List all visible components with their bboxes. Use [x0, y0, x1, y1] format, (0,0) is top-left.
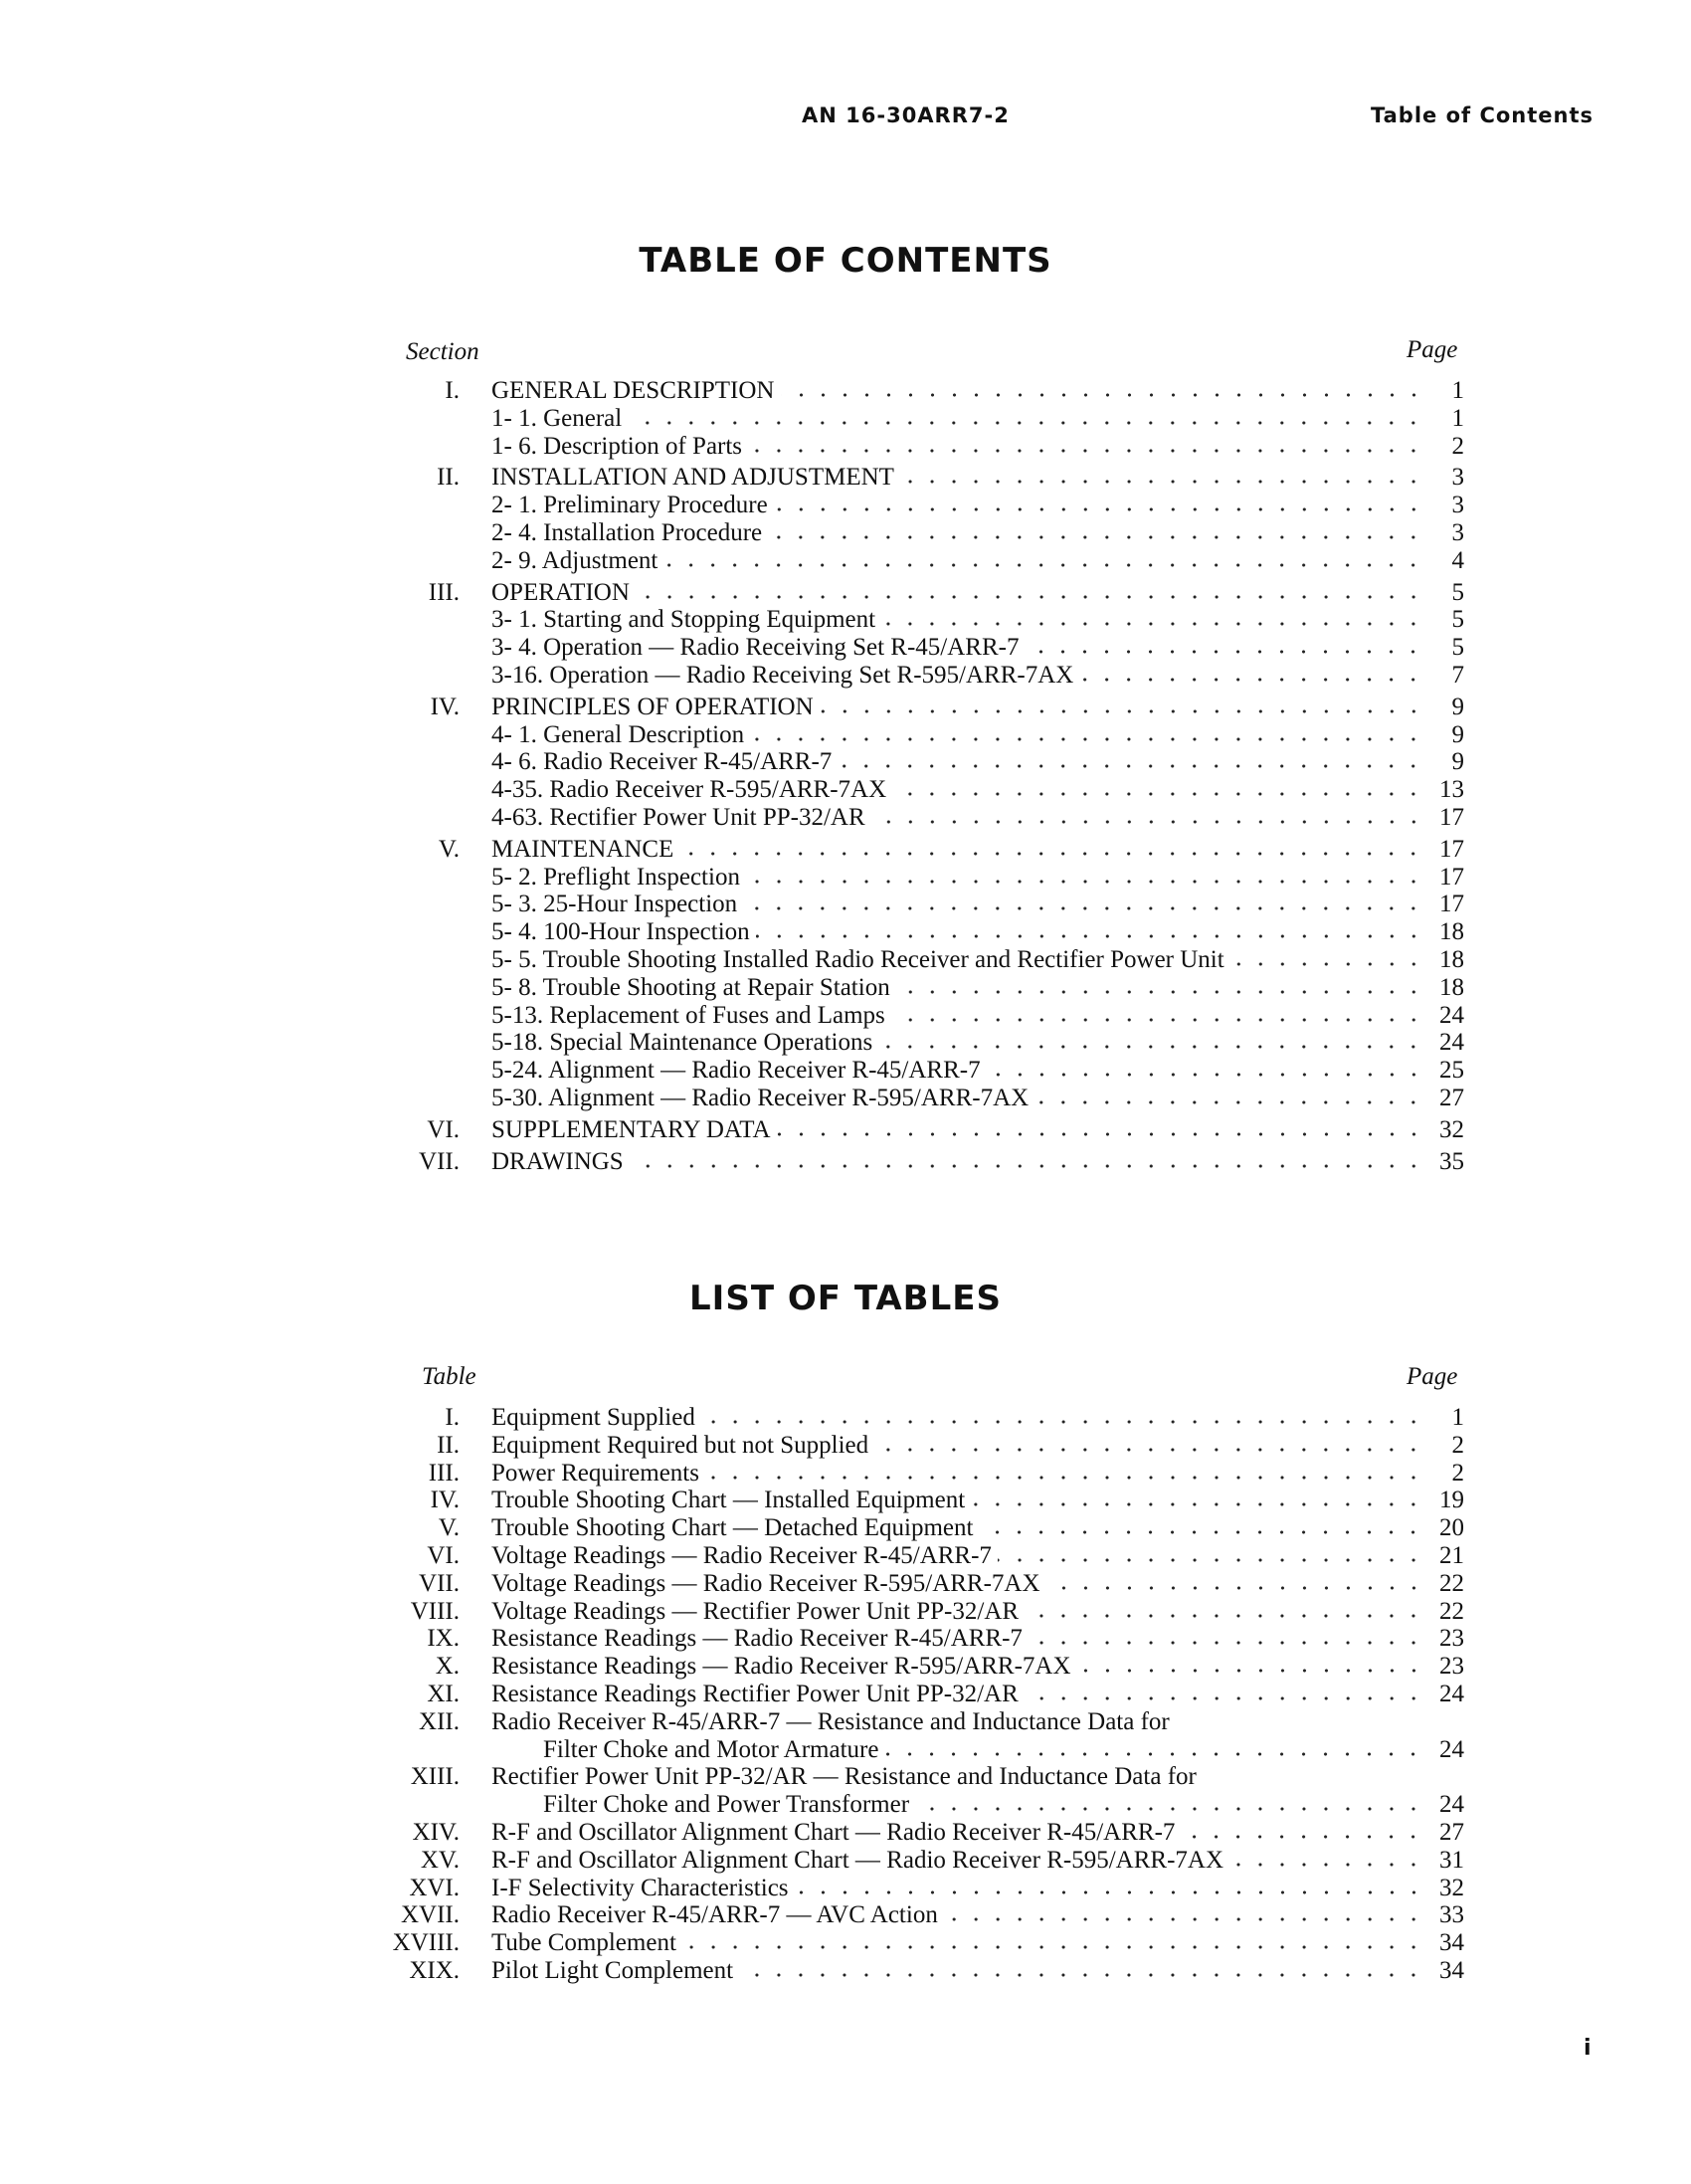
list-item	[378, 464, 1464, 492]
entry-page: 4	[1451, 546, 1464, 574]
entry-title: R-F and Oscillator Alignment Chart — Radio Receiver R-45/ARR-7	[491, 1818, 1176, 1846]
dot-leader	[1077, 1668, 1424, 1674]
dot-leader	[636, 594, 1424, 600]
entry-title: Power Requirements	[491, 1459, 699, 1487]
entry-number: XIII.	[410, 1763, 460, 1791]
entry-number: XVI.	[409, 1874, 460, 1901]
dot-leader	[1025, 649, 1424, 655]
list-item	[378, 748, 1464, 776]
entry-title: 2- 4. Installation Procedure	[491, 518, 763, 546]
dot-leader	[1025, 1695, 1424, 1701]
entry-number: VIII.	[410, 1597, 460, 1625]
entry-number: II.	[437, 1431, 460, 1459]
list-item	[378, 974, 1464, 1002]
dot-leader	[663, 562, 1424, 568]
tables-page-heading: Page	[1407, 1363, 1458, 1390]
list-item	[378, 405, 1464, 433]
entry-title: SUPPLEMENTARY DATA	[491, 1115, 771, 1143]
list-item	[378, 1653, 1464, 1681]
dot-leader	[1181, 1834, 1424, 1840]
entry-page: 23	[1439, 1653, 1464, 1681]
list-item	[378, 1029, 1464, 1057]
entry-title: 5- 4. 100-Hour Inspection	[491, 918, 750, 946]
dot-leader	[748, 448, 1424, 454]
entry-page: 34	[1439, 1929, 1464, 1957]
entry-title: 2- 9. Adjustment	[491, 546, 658, 574]
list-item	[378, 606, 1464, 634]
entry-page: 3	[1451, 518, 1464, 546]
entry-title: 4-63. Rectifier Power Unit PP-32/AR	[491, 803, 865, 831]
entry-page: 31	[1439, 1846, 1464, 1874]
dot-leader	[1230, 961, 1424, 967]
entry-page: 1	[1451, 1404, 1464, 1431]
entry-page: 7	[1451, 661, 1464, 689]
entry-number: IV.	[430, 693, 460, 720]
entry-title-continuation: Filter Choke and Power Transformer	[543, 1791, 910, 1819]
entry-title: 4- 6. Radio Receiver R-45/ARR-7	[491, 748, 833, 776]
list-item	[378, 891, 1464, 918]
entry-title: Voltage Readings — Radio Receiver R-595/ARR-7AX	[491, 1569, 1040, 1597]
entry-page: 35	[1439, 1147, 1464, 1175]
dot-leader	[1025, 1613, 1424, 1619]
list-item	[378, 1625, 1464, 1653]
entry-page: 2	[1451, 1431, 1464, 1459]
entry-page: 27	[1439, 1818, 1464, 1846]
tables-table-heading: Table	[422, 1363, 476, 1390]
entry-title: I-F Selectivity Characteristics	[491, 1874, 789, 1901]
dot-leader	[1029, 1640, 1424, 1646]
entry-page: 24	[1439, 1791, 1464, 1819]
entry-page: 19	[1439, 1487, 1464, 1514]
dot-leader	[743, 905, 1424, 911]
dot-leader	[1079, 677, 1424, 683]
entry-title: 5- 8. Trouble Shooting at Repair Station	[491, 973, 890, 1001]
dot-leader	[777, 1131, 1424, 1137]
entry-number: VII.	[419, 1569, 460, 1597]
list-item	[378, 1957, 1464, 1985]
entry-number: IX.	[427, 1625, 460, 1653]
list-item	[378, 662, 1464, 690]
entry-title: Voltage Readings — Rectifier Power Unit PP-32/AR	[491, 1597, 1020, 1625]
list-item	[378, 1763, 1464, 1791]
entry-title: Resistance Readings — Radio Receiver R-45/ARR-7	[491, 1625, 1023, 1653]
entry-title-continuation: Filter Choke and Motor Armature	[543, 1735, 879, 1763]
dot-leader	[944, 1916, 1424, 1922]
entry-page: 24	[1439, 1001, 1464, 1029]
dot-leader	[628, 420, 1424, 426]
dot-leader	[679, 851, 1424, 857]
list-item	[378, 547, 1464, 575]
dot-leader	[705, 1475, 1424, 1481]
entry-page: 32	[1439, 1115, 1464, 1143]
entry-title: Radio Receiver R-45/ARR-7 — AVC Action	[491, 1901, 938, 1929]
list-item	[378, 694, 1464, 721]
entry-title: 4-35. Radio Receiver R-595/ARR-7AX	[491, 776, 887, 804]
entry-title: GENERAL DESCRIPTION	[491, 377, 775, 404]
dot-leader	[892, 791, 1424, 797]
list-item	[378, 721, 1464, 749]
entry-number: III.	[428, 1459, 460, 1487]
dot-leader	[874, 1447, 1424, 1453]
entry-title: 4- 1. General Description	[491, 720, 745, 748]
tables-list	[378, 1404, 1464, 1985]
entry-number: IV.	[430, 1487, 460, 1514]
entry-page: 24	[1439, 1029, 1464, 1057]
entry-number: XII.	[419, 1707, 460, 1735]
entry-page: 17	[1439, 835, 1464, 863]
entry-title: Trouble Shooting Chart — Installed Equipment	[491, 1487, 966, 1514]
tables-title: LIST OF TABLES	[689, 1279, 1002, 1318]
list-item	[378, 1116, 1464, 1144]
entry-title: Voltage Readings — Radio Receiver R-45/ARR-7	[491, 1541, 992, 1569]
dot-leader	[768, 534, 1424, 540]
dot-leader	[884, 1751, 1424, 1757]
entry-title: 5-30. Alignment — Radio Receiver R-595/ARR-7AX	[491, 1084, 1030, 1111]
list-item	[378, 1487, 1464, 1514]
dot-leader	[1046, 1585, 1424, 1591]
entry-title: 1- 1. General	[491, 404, 623, 432]
entry-title: Resistance Readings — Radio Receiver R-595/ARR-7AX	[491, 1653, 1071, 1681]
list-item	[378, 946, 1464, 974]
entry-page: 9	[1451, 693, 1464, 720]
entry-page: 2	[1451, 432, 1464, 460]
entry-page: 17	[1439, 891, 1464, 918]
entry-page: 1	[1451, 377, 1464, 404]
entry-title: Tube Complement	[491, 1929, 676, 1957]
list-item	[378, 1085, 1464, 1112]
list-item	[378, 433, 1464, 461]
entry-page: 9	[1451, 748, 1464, 776]
entry-title: MAINTENANCE	[491, 835, 674, 863]
list-item	[378, 1929, 1464, 1957]
entry-title: Equipment Required but not Supplied	[491, 1431, 869, 1459]
entry-title: OPERATION	[491, 578, 630, 606]
page-number: i	[1584, 2036, 1592, 2061]
entry-title: 3- 4. Operation — Radio Receiving Set R-45/ARR-7	[491, 634, 1020, 662]
dot-leader	[878, 1044, 1424, 1050]
entry-title: Trouble Shooting Chart — Detached Equipment	[491, 1514, 974, 1542]
list-item	[378, 1708, 1464, 1736]
entry-title: PRINCIPLES OF OPERATION	[491, 693, 814, 720]
dot-leader	[971, 1501, 1424, 1507]
entry-title: Rectifier Power Unit PP-32/AR — Resistance and Inductance Data for	[491, 1763, 1197, 1791]
document-number: AN 16-30ARR7-2	[802, 103, 1010, 127]
entry-title: 5- 3. 25-Hour Inspection	[491, 891, 738, 918]
list-item	[378, 1404, 1464, 1432]
entry-title: 1- 6. Description of Parts	[491, 432, 743, 460]
entry-number: V.	[438, 1514, 460, 1542]
entry-title: Equipment Supplied	[491, 1404, 695, 1431]
list-item	[378, 1542, 1464, 1570]
entry-number: VII.	[419, 1147, 460, 1175]
list-item	[378, 1432, 1464, 1460]
dot-leader	[1229, 1862, 1424, 1868]
entry-title: 2- 1. Preliminary Procedure	[491, 492, 768, 519]
entry-page: 32	[1439, 1874, 1464, 1901]
list-item	[378, 1681, 1464, 1708]
entry-page: 3	[1451, 492, 1464, 519]
list-item	[378, 1847, 1464, 1875]
entry-page: 25	[1439, 1057, 1464, 1085]
list-item	[378, 918, 1464, 946]
list-item	[378, 1819, 1464, 1847]
toc-page-heading: Page	[1407, 336, 1458, 363]
dot-leader	[979, 1529, 1424, 1535]
entry-page: 21	[1439, 1541, 1464, 1569]
dot-leader	[682, 1944, 1424, 1950]
dot-leader	[987, 1072, 1424, 1078]
list-item	[378, 1875, 1464, 1902]
entry-page: 17	[1439, 803, 1464, 831]
list-item	[378, 836, 1464, 864]
dot-leader	[739, 1972, 1424, 1978]
list-item-continuation	[378, 1791, 1464, 1819]
entry-number: VI.	[427, 1115, 460, 1143]
dot-leader	[701, 1419, 1424, 1425]
list-item	[378, 519, 1464, 547]
entry-title: 3- 1. Starting and Stopping Equipment	[491, 606, 876, 634]
dot-leader	[774, 506, 1424, 512]
entry-page: 3	[1451, 464, 1464, 492]
dot-leader	[756, 933, 1424, 939]
entry-page: 24	[1439, 1680, 1464, 1707]
list-item	[378, 1598, 1464, 1626]
list-item	[378, 634, 1464, 662]
entry-title: 5-13. Replacement of Fuses and Lamps	[491, 1001, 885, 1029]
list-item	[378, 1057, 1464, 1085]
toc-section-heading: Section	[406, 338, 479, 365]
entry-number: X.	[435, 1653, 460, 1681]
dot-leader	[896, 989, 1424, 995]
entry-title: 5- 5. Trouble Shooting Installed Radio Receiver and Rectifier Power Unit	[491, 945, 1224, 973]
entry-page: 1	[1451, 404, 1464, 432]
list-item	[378, 1002, 1464, 1030]
entry-title: Radio Receiver R-45/ARR-7 — Resistance and Inductance Data for	[491, 1707, 1170, 1735]
entry-number: XI.	[427, 1680, 460, 1707]
entry-number: XVIII.	[392, 1929, 460, 1957]
toc-title: TABLE OF CONTENTS	[639, 241, 1052, 281]
list-item	[378, 1148, 1464, 1176]
list-item	[378, 492, 1464, 519]
dot-leader	[781, 392, 1425, 398]
entry-page: 5	[1451, 578, 1464, 606]
entry-page: 2	[1451, 1459, 1464, 1487]
dot-leader	[795, 1889, 1424, 1895]
dot-leader	[915, 1806, 1424, 1812]
toc-list	[378, 377, 1464, 1175]
list-item	[378, 864, 1464, 892]
entry-page: 17	[1439, 863, 1464, 891]
entry-page: 5	[1451, 606, 1464, 634]
entry-title: Resistance Readings Rectifier Power Unit PP-32/AR	[491, 1680, 1019, 1707]
entry-number: III.	[428, 578, 460, 606]
entry-page: 22	[1439, 1597, 1464, 1625]
entry-number: XIX.	[409, 1956, 460, 1984]
dot-leader	[1034, 1099, 1424, 1105]
list-item	[378, 1901, 1464, 1929]
dot-leader	[871, 819, 1424, 825]
dot-leader	[746, 879, 1424, 885]
dot-leader	[891, 1017, 1424, 1023]
entry-number: XV.	[420, 1846, 460, 1874]
dot-leader	[881, 621, 1424, 627]
list-item	[378, 776, 1464, 804]
list-item	[378, 579, 1464, 607]
entry-page: 18	[1439, 973, 1464, 1001]
list-item	[378, 1460, 1464, 1488]
dot-leader	[900, 479, 1424, 485]
entry-number: I.	[445, 377, 460, 404]
list-item	[378, 377, 1464, 405]
entry-number: XVII.	[400, 1901, 460, 1929]
entry-number: II.	[437, 464, 460, 492]
entry-page: 23	[1439, 1625, 1464, 1653]
entry-title: 5-18. Special Maintenance Operations	[491, 1029, 873, 1057]
entry-title: INSTALLATION AND ADJUSTMENT	[491, 464, 894, 492]
dot-leader	[750, 736, 1424, 742]
entry-page: 18	[1439, 945, 1464, 973]
entry-page: 24	[1439, 1735, 1464, 1763]
entry-number: I.	[445, 1404, 460, 1431]
entry-page: 27	[1439, 1084, 1464, 1111]
entry-title: 5-24. Alignment — Radio Receiver R-45/ARR-7	[491, 1057, 981, 1085]
entry-page: 13	[1439, 776, 1464, 804]
list-item	[378, 1514, 1464, 1542]
entry-title: DRAWINGS	[491, 1147, 624, 1175]
dot-leader	[630, 1163, 1424, 1169]
entry-number: VI.	[427, 1541, 460, 1569]
entry-title: R-F and Oscillator Alignment Chart — Radio Receiver R-595/ARR-7AX	[491, 1846, 1224, 1874]
dot-leader	[838, 763, 1424, 769]
list-item	[378, 1570, 1464, 1598]
list-item	[378, 804, 1464, 832]
entry-page: 18	[1439, 918, 1464, 946]
entry-title: Pilot Light Complement	[491, 1956, 734, 1984]
entry-page: 33	[1439, 1901, 1464, 1929]
list-item-continuation	[378, 1736, 1464, 1764]
entry-page: 9	[1451, 720, 1464, 748]
entry-page: 5	[1451, 634, 1464, 662]
dot-leader	[998, 1557, 1424, 1563]
entry-number: XIV.	[412, 1818, 460, 1846]
entry-title: 5- 2. Preflight Inspection	[491, 863, 740, 891]
entry-page: 22	[1439, 1569, 1464, 1597]
entry-page: 34	[1439, 1956, 1464, 1984]
dot-leader	[820, 708, 1424, 714]
entry-title: 3-16. Operation — Radio Receiving Set R-595/ARR-7AX	[491, 661, 1074, 689]
entry-page: 20	[1439, 1514, 1464, 1542]
running-title: Table of Contents	[1371, 103, 1595, 127]
entry-number: V.	[438, 835, 460, 863]
